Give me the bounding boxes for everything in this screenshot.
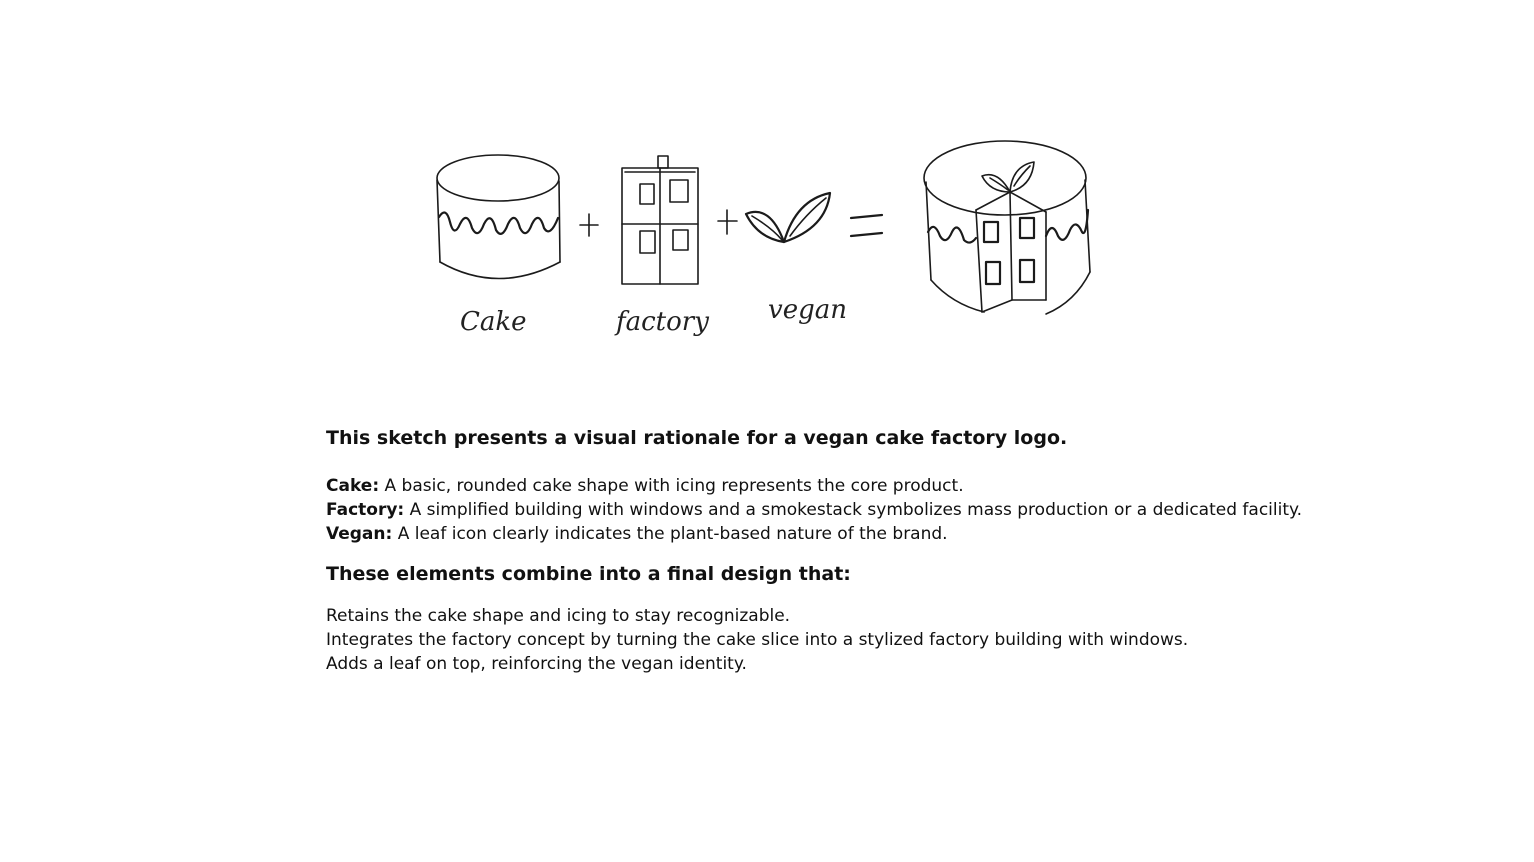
final-logo-sketch bbox=[924, 141, 1090, 314]
combination-point: Adds a leaf on top, reinforcing the vegan identity. bbox=[326, 654, 747, 674]
cake-sketch bbox=[437, 155, 560, 279]
element-vegan bbox=[326, 522, 1446, 546]
rationale-text bbox=[326, 424, 1446, 676]
intro-heading: This sketch presents a visual rationale for a vegan cake factory logo. bbox=[326, 427, 1068, 449]
plus-sign-2 bbox=[718, 210, 737, 234]
element-description: A basic, rounded cake shape with icing represents the core product. bbox=[379, 476, 964, 496]
element-term: Cake: bbox=[326, 476, 380, 496]
leaf-sketch bbox=[746, 193, 830, 242]
combination-heading: These elements combine into a final design that: bbox=[326, 563, 851, 585]
element-term: Factory: bbox=[326, 500, 405, 520]
plus-sign-1 bbox=[580, 214, 598, 236]
equals-sign bbox=[851, 215, 882, 236]
element-term: Vegan: bbox=[326, 524, 393, 544]
logo-concept-sketch bbox=[0, 0, 1534, 380]
combination-point: Integrates the factory concept by turning the cake slice into a stylized factory building with windows. bbox=[326, 630, 1189, 650]
element-cake bbox=[326, 474, 1446, 498]
element-description: A simplified building with windows and a smokestack symbolizes mass production or a dedicated facility. bbox=[404, 500, 1303, 520]
element-description: A leaf icon clearly indicates the plant-based nature of the brand. bbox=[392, 524, 948, 544]
factory-label: factory bbox=[616, 307, 709, 337]
vegan-label: vegan bbox=[768, 295, 847, 325]
element-factory bbox=[326, 498, 1446, 522]
cake-label: Cake bbox=[460, 307, 527, 337]
combination-point: Retains the cake shape and icing to stay recognizable. bbox=[326, 606, 791, 626]
factory-sketch bbox=[622, 156, 698, 284]
